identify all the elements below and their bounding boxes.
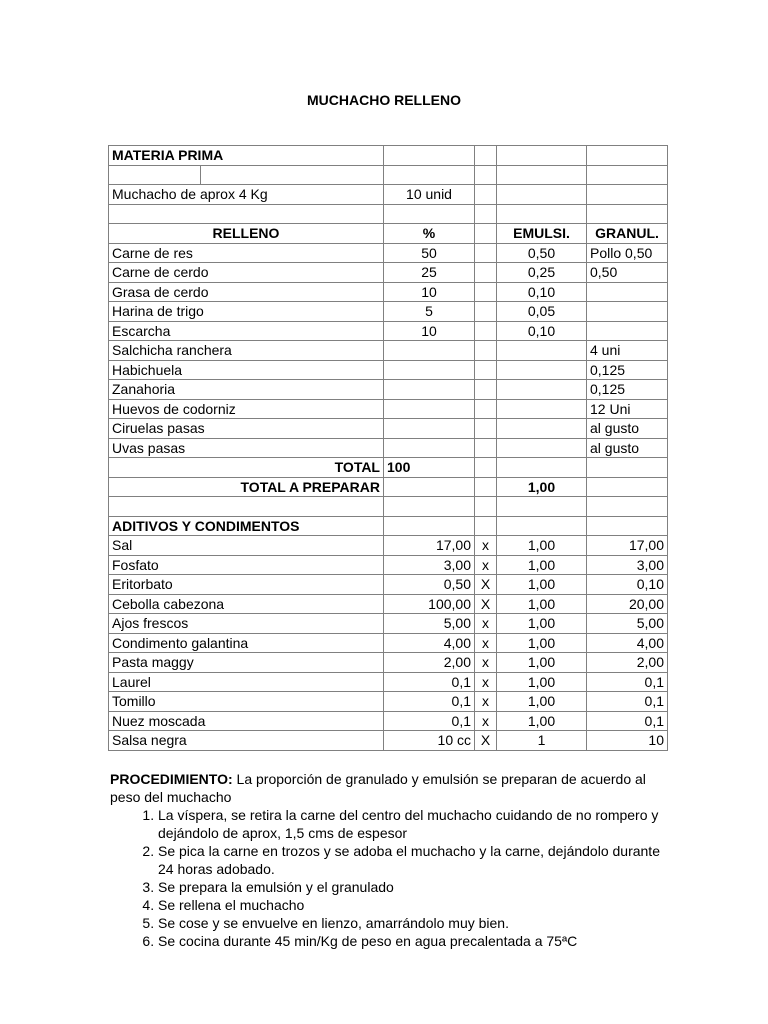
ingredient-name: Habichuela bbox=[109, 360, 384, 380]
procedimiento bbox=[110, 770, 670, 950]
percent-header: % bbox=[384, 224, 475, 244]
aditivo-name: Sal bbox=[109, 536, 384, 556]
multiplier: x bbox=[475, 653, 497, 673]
total-preparar-row bbox=[109, 477, 668, 497]
emulsi-value: 0,10 bbox=[497, 321, 587, 341]
factor-value: 1,00 bbox=[497, 692, 587, 712]
aditivo-qty: 100,00 bbox=[384, 594, 475, 614]
granul-value: 4 uni bbox=[587, 341, 668, 361]
percent-value: 5 bbox=[384, 302, 475, 322]
percent-value: 50 bbox=[384, 243, 475, 263]
step-item: 3. Se prepara la emulsión y el granulado bbox=[158, 878, 670, 896]
aditivo-name: Eritorbato bbox=[109, 575, 384, 595]
emulsi-value bbox=[497, 438, 587, 458]
aditivo-name: Pasta maggy bbox=[109, 653, 384, 673]
factor-value: 1,00 bbox=[497, 536, 587, 556]
granul-value: 0,125 bbox=[587, 380, 668, 400]
factor-value: 1,00 bbox=[497, 653, 587, 673]
total-value: 100 bbox=[384, 458, 475, 478]
emulsi-value bbox=[497, 360, 587, 380]
mark-cell bbox=[475, 263, 497, 283]
step-item: 1. La víspera, se retira la carne del centro del muchacho cuidando de no rompero y dejándolo de aprox, 1,5 cms de espesor bbox=[158, 806, 670, 842]
multiplier: x bbox=[475, 555, 497, 575]
ingredient-name: Huevos de codorniz bbox=[109, 399, 384, 419]
empty-row bbox=[109, 497, 668, 517]
ingredient-name: Salchicha ranchera bbox=[109, 341, 384, 361]
relleno-row bbox=[109, 380, 668, 400]
granul-header: GRANUL. bbox=[587, 224, 668, 244]
relleno-row bbox=[109, 360, 668, 380]
multiplier: X bbox=[475, 575, 497, 595]
granul-value: 12 Uni bbox=[587, 399, 668, 419]
aditivo-name: Cebolla cabezona bbox=[109, 594, 384, 614]
aditivo-row bbox=[109, 536, 668, 556]
emulsi-value: 0,50 bbox=[497, 243, 587, 263]
multiplier: x bbox=[475, 672, 497, 692]
total-preparar-label: TOTAL A PREPARAR bbox=[109, 477, 384, 497]
ingredient-name: Escarcha bbox=[109, 321, 384, 341]
granul-value bbox=[587, 302, 668, 322]
relleno-row bbox=[109, 282, 668, 302]
total-preparar-value: 1,00 bbox=[497, 477, 587, 497]
result-value: 10 bbox=[587, 731, 668, 751]
percent-value bbox=[384, 419, 475, 439]
aditivo-name: Condimento galantina bbox=[109, 633, 384, 653]
percent-value: 10 bbox=[384, 282, 475, 302]
result-value: 0,1 bbox=[587, 711, 668, 731]
aditivo-row bbox=[109, 672, 668, 692]
emulsi-value: 0,05 bbox=[497, 302, 587, 322]
emulsi-value bbox=[497, 341, 587, 361]
emulsi-value bbox=[497, 419, 587, 439]
percent-value bbox=[384, 380, 475, 400]
mark-cell bbox=[475, 302, 497, 322]
step-item: 5. Se cose y se envuelve en lienzo, amarrándolo muy bien. bbox=[158, 914, 670, 932]
aditivo-name: Tomillo bbox=[109, 692, 384, 712]
aditivo-row bbox=[109, 692, 668, 712]
multiplier: x bbox=[475, 692, 497, 712]
page-title: MUCHACHO RELLENO bbox=[307, 92, 461, 108]
total-label: TOTAL bbox=[109, 458, 384, 478]
table-row bbox=[109, 165, 668, 185]
result-value: 4,00 bbox=[587, 633, 668, 653]
aditivo-row bbox=[109, 555, 668, 575]
result-value: 0,1 bbox=[587, 692, 668, 712]
emulsi-value: 0,10 bbox=[497, 282, 587, 302]
mark-cell bbox=[475, 438, 497, 458]
result-value: 20,00 bbox=[587, 594, 668, 614]
aditivo-name: Laurel bbox=[109, 672, 384, 692]
percent-value bbox=[384, 438, 475, 458]
factor-value: 1,00 bbox=[497, 672, 587, 692]
result-value: 0,1 bbox=[587, 672, 668, 692]
table-row bbox=[109, 185, 668, 205]
granul-value: 0,50 bbox=[587, 263, 668, 283]
aditivo-row bbox=[109, 614, 668, 634]
aditivos-heading: ADITIVOS Y CONDIMENTOS bbox=[109, 516, 384, 536]
relleno-row bbox=[109, 321, 668, 341]
procedimiento-intro-text: La proporción de granulado y emulsión se preparan de acuerdo al peso del muchacho bbox=[110, 771, 646, 805]
aditivo-qty: 0,1 bbox=[384, 692, 475, 712]
factor-value: 1,00 bbox=[497, 633, 587, 653]
relleno-row bbox=[109, 341, 668, 361]
table-row bbox=[109, 146, 668, 166]
granul-value: 0,125 bbox=[587, 360, 668, 380]
relleno-row bbox=[109, 419, 668, 439]
emulsi-value bbox=[497, 380, 587, 400]
result-value: 3,00 bbox=[587, 555, 668, 575]
procedimiento-intro bbox=[110, 770, 670, 806]
percent-value: 10 bbox=[384, 321, 475, 341]
multiplier: x bbox=[475, 633, 497, 653]
aditivo-qty: 0,50 bbox=[384, 575, 475, 595]
aditivo-row bbox=[109, 633, 668, 653]
mark-cell bbox=[475, 341, 497, 361]
aditivo-row bbox=[109, 653, 668, 673]
aditivo-qty: 3,00 bbox=[384, 555, 475, 575]
result-value: 17,00 bbox=[587, 536, 668, 556]
materia-heading: MATERIA PRIMA bbox=[109, 146, 384, 166]
mark-cell bbox=[475, 243, 497, 263]
materia-item: Muchacho de aprox 4 Kg bbox=[109, 185, 384, 205]
aditivo-name: Ajos frescos bbox=[109, 614, 384, 634]
multiplier: X bbox=[475, 594, 497, 614]
ingredient-name: Ciruelas pasas bbox=[109, 419, 384, 439]
mark-cell bbox=[475, 360, 497, 380]
aditivo-qty: 4,00 bbox=[384, 633, 475, 653]
aditivo-row bbox=[109, 711, 668, 731]
procedimiento-label: PROCEDIMIENTO: bbox=[110, 771, 233, 787]
percent-value: 25 bbox=[384, 263, 475, 283]
mark-cell bbox=[475, 321, 497, 341]
relleno-heading: RELLENO bbox=[109, 224, 384, 244]
ingredient-name: Harina de trigo bbox=[109, 302, 384, 322]
materia-qty: 10 unid bbox=[384, 185, 475, 205]
factor-value: 1 bbox=[497, 731, 587, 751]
relleno-row bbox=[109, 263, 668, 283]
ingredient-name: Carne de cerdo bbox=[109, 263, 384, 283]
aditivo-qty: 0,1 bbox=[384, 672, 475, 692]
recipe-table bbox=[108, 145, 668, 751]
factor-value: 1,00 bbox=[497, 594, 587, 614]
aditivo-qty: 5,00 bbox=[384, 614, 475, 634]
table-row bbox=[109, 204, 668, 224]
ingredient-name: Grasa de cerdo bbox=[109, 282, 384, 302]
aditivo-row bbox=[109, 594, 668, 614]
step-item: 2. Se pica la carne en trozos y se adoba el muchacho y la carne, dejándolo durante 24 horas adobado. bbox=[158, 842, 670, 878]
aditivo-name: Fosfato bbox=[109, 555, 384, 575]
factor-value: 1,00 bbox=[497, 614, 587, 634]
emulsi-header: EMULSI. bbox=[497, 224, 587, 244]
relleno-row bbox=[109, 243, 668, 263]
percent-value bbox=[384, 360, 475, 380]
ingredient-name: Uvas pasas bbox=[109, 438, 384, 458]
aditivos-header-row bbox=[109, 516, 668, 536]
aditivo-row bbox=[109, 731, 668, 751]
mark-cell bbox=[475, 419, 497, 439]
result-value: 0,10 bbox=[587, 575, 668, 595]
aditivo-row bbox=[109, 575, 668, 595]
step-item: 6. Se cocina durante 45 min/Kg de peso en agua precalentada a 75ªC bbox=[158, 932, 670, 950]
emulsi-value: 0,25 bbox=[497, 263, 587, 283]
ingredient-name: Carne de res bbox=[109, 243, 384, 263]
multiplier: x bbox=[475, 711, 497, 731]
percent-value bbox=[384, 399, 475, 419]
relleno-row bbox=[109, 438, 668, 458]
aditivo-name: Salsa negra bbox=[109, 731, 384, 751]
result-value: 2,00 bbox=[587, 653, 668, 673]
mark-cell bbox=[475, 282, 497, 302]
granul-value: al gusto bbox=[587, 419, 668, 439]
ingredient-name: Zanahoria bbox=[109, 380, 384, 400]
aditivo-qty: 2,00 bbox=[384, 653, 475, 673]
granul-value bbox=[587, 321, 668, 341]
percent-value bbox=[384, 341, 475, 361]
steps-list bbox=[110, 806, 670, 950]
relleno-header-row bbox=[109, 224, 668, 244]
total-row bbox=[109, 458, 668, 478]
multiplier: X bbox=[475, 731, 497, 751]
aditivo-qty: 10 cc bbox=[384, 731, 475, 751]
relleno-row bbox=[109, 302, 668, 322]
factor-value: 1,00 bbox=[497, 555, 587, 575]
factor-value: 1,00 bbox=[497, 575, 587, 595]
emulsi-value bbox=[497, 399, 587, 419]
multiplier: x bbox=[475, 614, 497, 634]
result-value: 5,00 bbox=[587, 614, 668, 634]
step-item: 4. Se rellena el muchacho bbox=[158, 896, 670, 914]
granul-value: Pollo 0,50 bbox=[587, 243, 668, 263]
mark-cell bbox=[475, 399, 497, 419]
relleno-row bbox=[109, 399, 668, 419]
granul-value: al gusto bbox=[587, 438, 668, 458]
multiplier: x bbox=[475, 536, 497, 556]
aditivo-qty: 0,1 bbox=[384, 711, 475, 731]
factor-value: 1,00 bbox=[497, 711, 587, 731]
granul-value bbox=[587, 282, 668, 302]
aditivo-qty: 17,00 bbox=[384, 536, 475, 556]
aditivo-name: Nuez moscada bbox=[109, 711, 384, 731]
mark-cell bbox=[475, 380, 497, 400]
